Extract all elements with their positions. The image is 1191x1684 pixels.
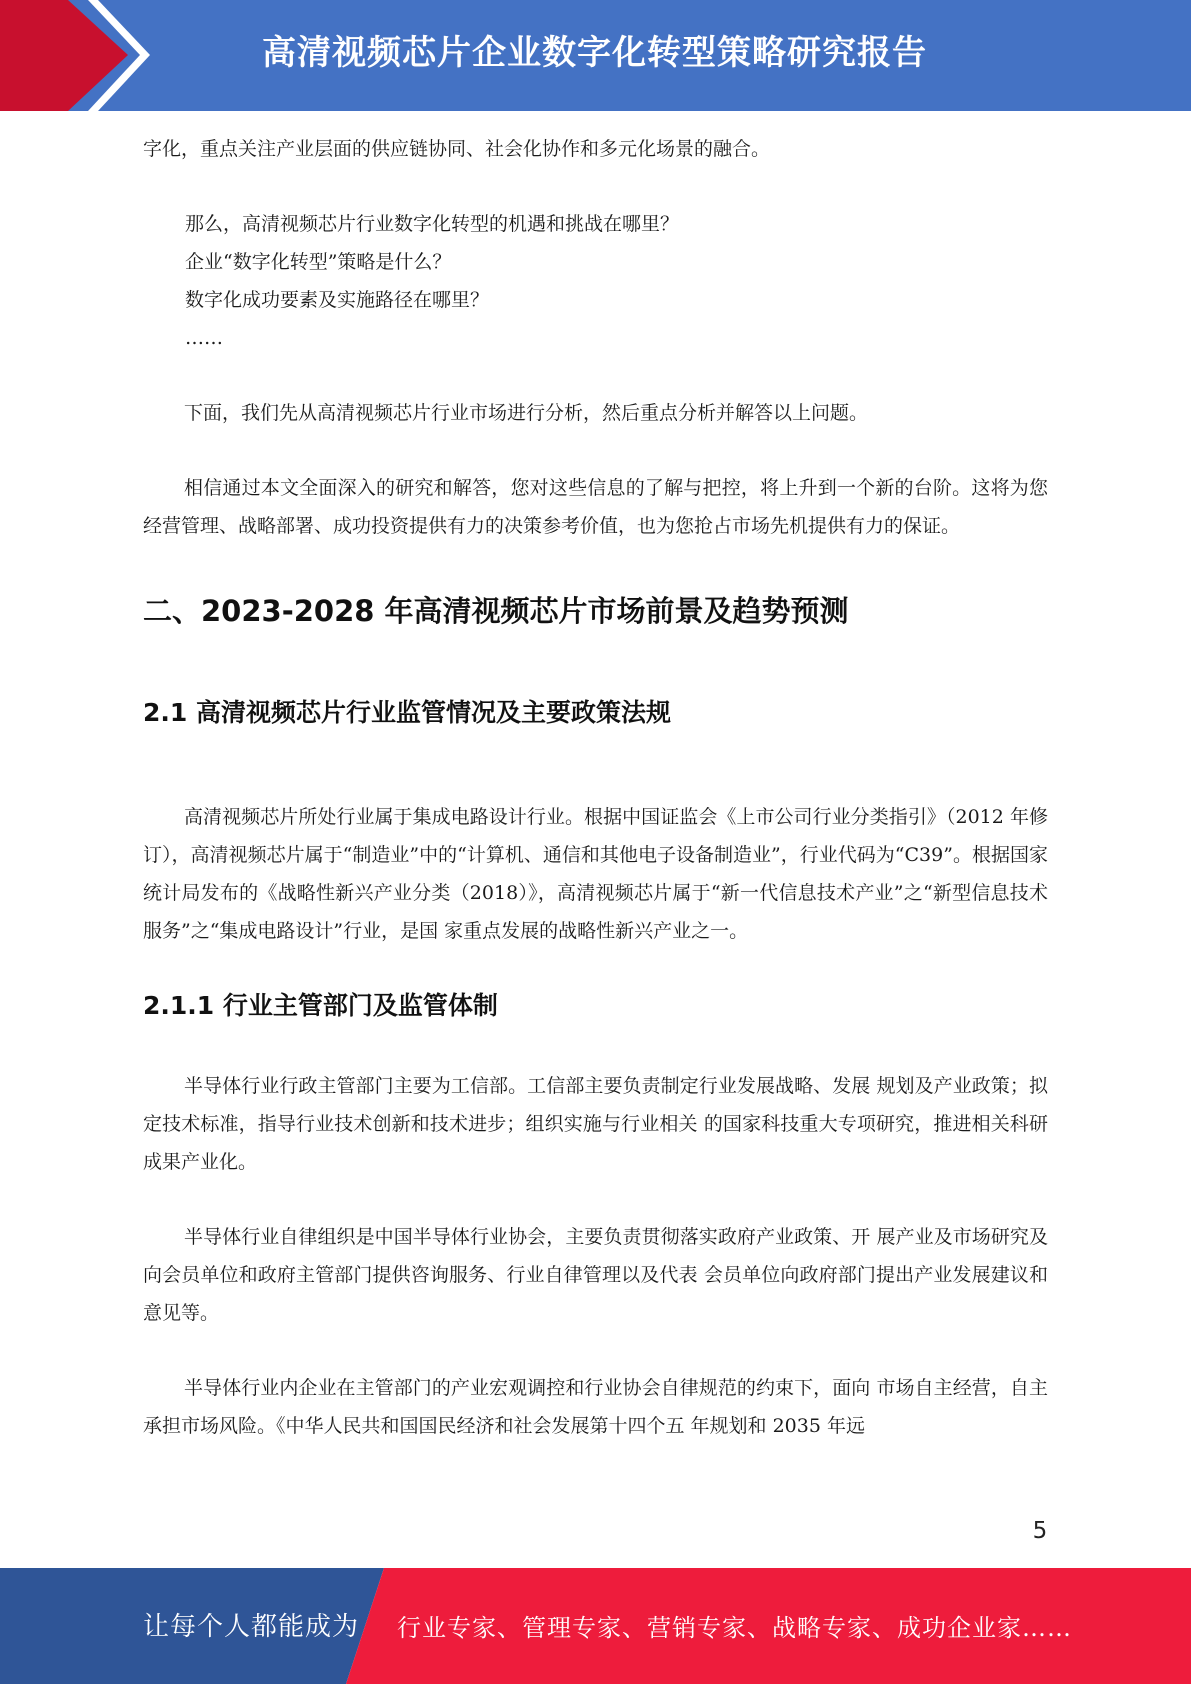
page-number: 5 — [1032, 1518, 1048, 1544]
ellipsis-item: …… — [185, 327, 223, 349]
paragraph-belief: 相信通过本文全面深入的研究和解答，您对这些信息的了解与把控，将上升到一个新的台阶。这将为您经营管理、战略部署、成功投资提供有力的决策参考价值，也为您抢占市场先机提供有力的保证。 — [143, 477, 1048, 537]
paragraph-enterprise-operation: 半导体行业内企业在主管部门的产业宏观调控和行业协会自律规范的约束下，面向 市场自主经营，自主承担市场风险。《中华人民共和国国民经济和社会发展第十四个五 年规划和 2035 年远 — [143, 1377, 1048, 1437]
footer-slogan-right: 行业专家、管理专家、营销专家、战略专家、成功企业家…… — [397, 1614, 1072, 1642]
subsection-heading: 2.1 高清视频芯片行业监管情况及主要政策法规 — [143, 698, 671, 727]
paragraph-next-steps: 下面，我们先从高清视频芯片行业市场进行分析，然后重点分析并解答以上问题。 — [184, 402, 869, 424]
section-heading: 二、2023-2028 年高清视频芯片市场前景及趋势预测 — [143, 594, 849, 628]
subsubsection-heading: 2.1.1 行业主管部门及监管体制 — [143, 991, 498, 1020]
footer-slogan-left: 让每个人都能成为 — [143, 1612, 360, 1642]
question-item: 数字化成功要素及实施路径在哪里？ — [185, 289, 490, 311]
question-list — [143, 205, 1048, 357]
header-band — [0, 0, 1191, 111]
paragraph-administrative-authority: 半导体行业行政主管部门主要为工信部。工信部主要负责制定行业发展战略、发展 规划及产业政策；拟定技术标准，指导行业技术创新和技术进步；组织实施与行业相关 的国家科技重大专项研究，推进相关科研成果产业化。 — [143, 1075, 1048, 1173]
question-item: 企业“数字化转型”策略是什么？ — [185, 251, 452, 273]
header-arrow-decoration — [0, 0, 155, 111]
document-body — [143, 130, 1048, 1445]
paragraph-industry-classification: 高清视频芯片所处行业属于集成电路设计行业。根据中国证监会《上市公司行业分类指引》（2012 年修订），高清视频芯片属于“制造业”中的“计算机、通信和其他电子设备制造业”，行业代码为“C39”。根据国家统计局发布的《战略性新兴产业分类（2018）》，高清视频芯片属于“新一代信息技术产业”之“新型信息技术服务”之“集成电路设计”行业，是国 家重点发展的战略性新兴产业之一。 — [143, 806, 1048, 942]
footer-band — [0, 1568, 1191, 1684]
intro-paragraph-tail: 字化，重点关注产业层面的供应链协同、社会化协作和多元化场景的融合。 — [143, 138, 771, 160]
report-title: 高清视频芯片企业数字化转型策略研究报告 — [262, 33, 927, 73]
paragraph-industry-association: 半导体行业自律组织是中国半导体行业协会，主要负责贯彻落实政府产业政策、开 展产业及市场研究及向会员单位和政府主管部门提供咨询服务、行业自律管理以及代表 会员单位向政府部门提出产业发展建议和意见等。 — [143, 1226, 1048, 1324]
question-item: 那么，高清视频芯片行业数字化转型的机遇和挑战在哪里？ — [185, 213, 680, 235]
